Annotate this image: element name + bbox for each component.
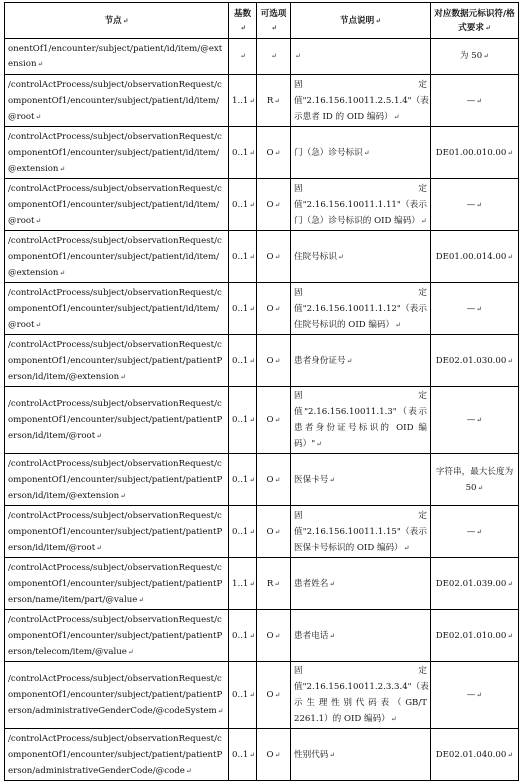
cardinality-cell: 0..1↵ [229,506,257,558]
description-cell: 门（急）诊号标识↵ [291,127,431,179]
format-cell: DE02.01.039.00↵ [431,558,519,610]
optional-cell: O↵ [257,179,291,231]
format-cell: DE02.01.040.00↵ [431,729,519,781]
format-cell: 为 50↵ [431,39,519,75]
node-path-cell: /controlActProcess/subject/observationRequest/componentOf1/encounter/subject/patient/id/item/@root↵ [5,179,229,231]
description-cell: 固定值"2.16.156.10011.1.3"（表示患者身份证号标识的 OID 编码）"↵ [291,387,431,454]
node-path-cell: /controlActProcess/subject/observationRequest/componentOf1/encounter/subject/patient/patientPerson/administrativeGenderCode/@codeSystem↵ [5,662,229,729]
optional-cell: O↵ [257,610,291,662]
optional-cell: O↵ [257,454,291,506]
cardinality-cell: 0..1↵ [229,454,257,506]
optional-cell: O↵ [257,335,291,387]
optional-cell: R↵ [257,75,291,127]
cardinality-cell: 0..1↵ [229,231,257,283]
node-path-cell: /controlActProcess/subject/observationRequest/componentOf1/encounter/subject/patient/patientPerson/id/item/@root↵ [5,506,229,558]
cardinality-cell: 0..1↵ [229,610,257,662]
node-path-cell: onentOf1/encounter/subject/patient/id/item/@extension↵ [5,39,229,75]
description-cell: 固定值"2.16.156.10011.1.11"（表示门（急）诊号标识的 OID 编码）↵ [291,179,431,231]
cardinality-cell: ↵ [229,39,257,75]
description-cell: 固定值"2.16.156.10011.1.15"（表示医保卡号标识的 OID 编码）↵ [291,506,431,558]
node-path-cell: /controlActProcess/subject/observationRequest/componentOf1/encounter/subject/patient/patientPerson/id/item/@extension↵ [5,454,229,506]
table-row [5,179,519,231]
cardinality-cell: 1..1↵ [229,558,257,610]
format-cell: DE01.00.010.00↵ [431,127,519,179]
header-node: 节点↵ [5,3,229,39]
optional-cell: O↵ [257,729,291,781]
description-cell: 患者姓名↵ [291,558,431,610]
cardinality-cell: 0..1↵ [229,283,257,335]
header-description: 节点说明↵ [291,3,431,39]
header-cardinality: 基数↵ [229,3,257,39]
description-cell: 固定值"2.16.156.10011.2.5.1.4"（表示患者 ID 的 OID 编码）↵ [291,75,431,127]
table-body [5,39,519,781]
header-format: 对应数据元标识符/格式要求↵ [431,3,519,39]
description-cell: 住院号标识↵ [291,231,431,283]
optional-cell: O↵ [257,127,291,179]
table-row [5,39,519,75]
format-cell: —↵ [431,387,519,454]
format-cell: —↵ [431,283,519,335]
description-cell: 固定值"2.16.156.10011.1.12"（表示住院号标识的 OID 编码）↵ [291,283,431,335]
optional-cell: ↵ [257,39,291,75]
table-row [5,283,519,335]
cardinality-cell: 1..1↵ [229,75,257,127]
cardinality-cell: 0..1↵ [229,387,257,454]
format-cell: DE02.01.030.00↵ [431,335,519,387]
node-path-cell: /controlActProcess/subject/observationRequest/componentOf1/encounter/subject/patient/id/item/@root↵ [5,283,229,335]
optional-cell: O↵ [257,387,291,454]
table-row [5,729,519,781]
format-cell: DE02.01.010.00↵ [431,610,519,662]
optional-cell: O↵ [257,662,291,729]
table-row [5,231,519,283]
node-path-cell: /controlActProcess/subject/observationRequest/componentOf1/encounter/subject/patient/patientPerson/name/item/part/@value↵ [5,558,229,610]
table-row [5,335,519,387]
cardinality-cell: 0..1↵ [229,729,257,781]
node-spec-table [4,2,519,781]
format-cell: —↵ [431,179,519,231]
description-cell: ↵ [291,39,431,75]
description-cell: 患者电话↵ [291,610,431,662]
description-cell: 患者身份证号↵ [291,335,431,387]
header-row [5,3,519,39]
node-path-cell: /controlActProcess/subject/observationRequest/componentOf1/encounter/subject/patient/patientPerson/administrativeGenderCode/@code↵ [5,729,229,781]
node-path-cell: /controlActProcess/subject/observationRequest/componentOf1/encounter/subject/patient/patientPerson/id/item/@root↵ [5,387,229,454]
format-cell: 字符串，最大长度为 50↵ [431,454,519,506]
table-row [5,506,519,558]
node-path-cell: /controlActProcess/subject/observationRequest/componentOf1/encounter/subject/patient/id/item/@extension↵ [5,231,229,283]
description-cell: 性别代码↵ [291,729,431,781]
format-cell: —↵ [431,662,519,729]
node-path-cell: /controlActProcess/subject/observationRequest/componentOf1/encounter/subject/patient/id/item/@extension↵ [5,127,229,179]
optional-cell: R↵ [257,558,291,610]
table-row [5,558,519,610]
format-cell: DE01.00.014.00↵ [431,231,519,283]
table-row [5,662,519,729]
header-optional: 可选项↵ [257,3,291,39]
description-cell: 固定值"2.16.156.10011.2.3.3.4"（表示生理性别代码表（GB/T 2261.1）的 OID 编码）↵ [291,662,431,729]
format-cell: —↵ [431,506,519,558]
node-path-cell: /controlActProcess/subject/observationRequest/componentOf1/encounter/subject/patient/id/item/@root↵ [5,75,229,127]
cardinality-cell: 0..1↵ [229,335,257,387]
cardinality-cell: 0..1↵ [229,662,257,729]
table-row [5,387,519,454]
optional-cell: O↵ [257,283,291,335]
table-row [5,454,519,506]
description-cell: 医保卡号↵ [291,454,431,506]
cardinality-cell: 0..1↵ [229,179,257,231]
node-path-cell: /controlActProcess/subject/observationRequest/componentOf1/encounter/subject/patient/patientPerson/telecom/item/@value↵ [5,610,229,662]
node-path-cell: /controlActProcess/subject/observationRequest/componentOf1/encounter/subject/patient/patientPerson/id/item/@extension↵ [5,335,229,387]
format-cell: —↵ [431,75,519,127]
table-row [5,75,519,127]
cardinality-cell: 0..1↵ [229,127,257,179]
table-row [5,127,519,179]
table-row [5,610,519,662]
optional-cell: O↵ [257,506,291,558]
optional-cell: O↵ [257,231,291,283]
